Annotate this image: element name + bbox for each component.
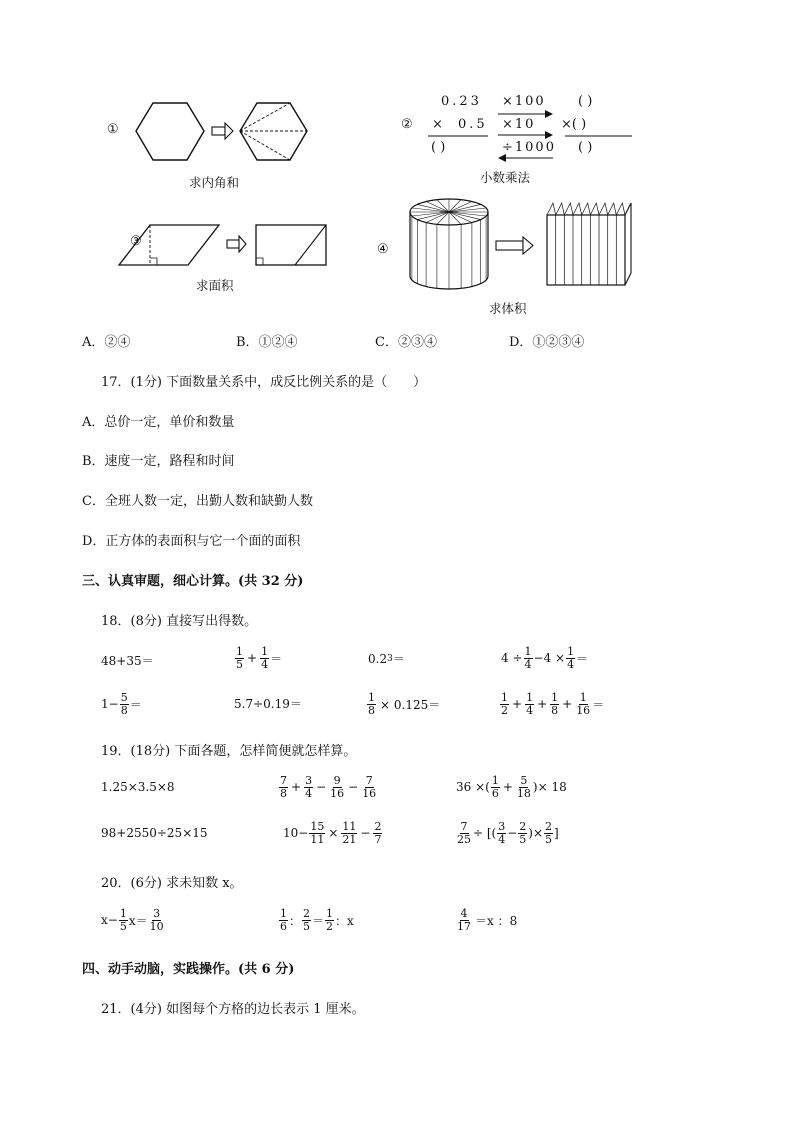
figure-1-caption: 求内角和 — [189, 175, 240, 190]
q19-expr-2: $\frac{7}{8}$ + $\frac{3}{4}$ − $\frac{9}{16}$ − $\frac{7}{16}$ — [280, 774, 377, 800]
row3-arrow-label: ÷1000 — [502, 140, 556, 155]
cuboid-tooth-line — [573, 203, 582, 215]
row2-right: ×( ) — [561, 117, 587, 132]
cuboid-tooth-line — [582, 203, 591, 215]
cylinder-shape — [410, 199, 488, 289]
q17-option-b[interactable]: B．速度一定，路程和时间 — [82, 454, 235, 469]
q16-option-a[interactable]: A．②④ — [82, 335, 131, 350]
q16-option-d[interactable]: D．①②③④ — [509, 335, 585, 350]
q21-stem: 21．(4分) 如图每个方格的边长表示 1 厘米。 — [101, 1002, 365, 1017]
figure-3-caption: 求面积 — [196, 278, 234, 293]
q18-expr-3: 0.2 3 ＝ — [368, 651, 405, 666]
cuboid-shape — [547, 203, 631, 285]
q19-expr-4: 98+2550÷25×15 — [101, 826, 208, 840]
section-3-heading: 三、认真审题，细心计算。(共 32 分) — [82, 574, 304, 589]
cuboid-tooth-line — [599, 203, 608, 215]
figure-2-caption: 小数乘法 — [480, 170, 531, 185]
cuboid-tooth-line — [556, 203, 565, 215]
q20-expr-2: $\frac{1}{6}$ ： $\frac{2}{5}$ ＝ $\frac{1}{2}$ ：x — [280, 907, 354, 933]
row2-arrow-label: ×10 — [502, 117, 536, 132]
q19-expr-1: 1.25×3.5×8 — [101, 780, 175, 794]
q18-expr-5: 1− $\frac{5}{8}$ ＝ — [101, 691, 142, 717]
figure-1-number: ① — [107, 122, 119, 137]
q18-expr-6: 5.7÷0.19＝ — [234, 697, 302, 711]
cuboid-tooth-line — [616, 203, 625, 215]
q20-stem: 20．(6分) 求未知数 x。 — [101, 876, 243, 891]
q17-option-c[interactable]: C．全班人数一定，出勤人数和缺勤人数 — [82, 494, 313, 509]
q20-expr-1: x− $\frac{1}{5}$ x＝ $\frac{3}{10}$ — [101, 907, 164, 933]
q19-expr-5: 10− $\frac{15}{11}$ × $\frac{11}{21}$ − $\frac{2}{7}$ — [283, 820, 382, 846]
cuboid-tooth-line — [608, 203, 617, 215]
cuboid-tooth-line — [564, 203, 573, 215]
figure-2-number: ② — [401, 117, 413, 132]
row1-right: ( ) — [578, 94, 593, 109]
cuboid-tooth-line — [590, 203, 599, 215]
q19-stem: 19．(18分) 下面各题，怎样简便就怎样算。 — [101, 744, 357, 759]
q18-expr-7: $\frac{1}{8}$ × 0.125＝ — [368, 691, 441, 717]
row2-left: 0.5 — [458, 117, 488, 132]
q20-expr-3: $\frac{4}{17}$ ＝x ：8 — [457, 907, 518, 933]
figure-4-caption: 求体积 — [489, 301, 527, 316]
figure-4-number: ④ — [377, 242, 389, 257]
q19-expr-3: 36 ×( $\frac{1}{6}$ + $\frac{5}{18}$ )× 18 — [456, 774, 567, 800]
q18-expr-4: 4 ÷ $\frac{1}{4}$ −4 × $\frac{1}{4}$ ＝ — [501, 645, 589, 671]
row1-left: 0.23 — [441, 94, 482, 109]
row3-right: ( ) — [578, 140, 593, 155]
row2-op: × — [432, 117, 443, 132]
q18-expr-2: $\frac{1}{5}$ + $\frac{1}{4}$ ＝ — [236, 645, 283, 671]
q18-expr-8: $\frac{1}{2}$ + $\frac{1}{4}$ + $\frac{1}{8}$ + $\frac{1}{16}$ ＝ — [501, 691, 605, 717]
arrow-right-icon — [496, 237, 533, 254]
section-4-heading: 四、动手动脑，实践操作。(共 6 分) — [82, 962, 295, 977]
q16-option-c[interactable]: C．②③④ — [375, 335, 437, 350]
q17-option-a[interactable]: A．总价一定，单价和数量 — [82, 415, 235, 430]
q16-option-b[interactable]: B．①②④ — [236, 335, 298, 350]
cuboid-tooth-line — [547, 203, 556, 215]
q19-expr-6: $\frac{7}{25}$ ÷ [( $\frac{3}{4}$ − $\frac{2}{5}$ )× $\frac{2}{5}$ ] — [457, 820, 559, 846]
q17-stem: 17．(1分) 下面数量关系中，成反比例关系的是（ ） — [101, 375, 427, 390]
q18-stem: 18．(8分) 直接写出得数。 — [101, 614, 258, 629]
figure-3-number: ③ — [130, 234, 142, 249]
row1-arrow-label: ×100 — [502, 94, 546, 109]
figure-4-shapes — [0, 0, 794, 340]
q18-expr-1: 48+35＝ — [101, 654, 154, 668]
q17-option-d[interactable]: D．正方体的表面积与它一个面的面积 — [82, 534, 301, 549]
row3-left: ( ) — [431, 140, 446, 155]
